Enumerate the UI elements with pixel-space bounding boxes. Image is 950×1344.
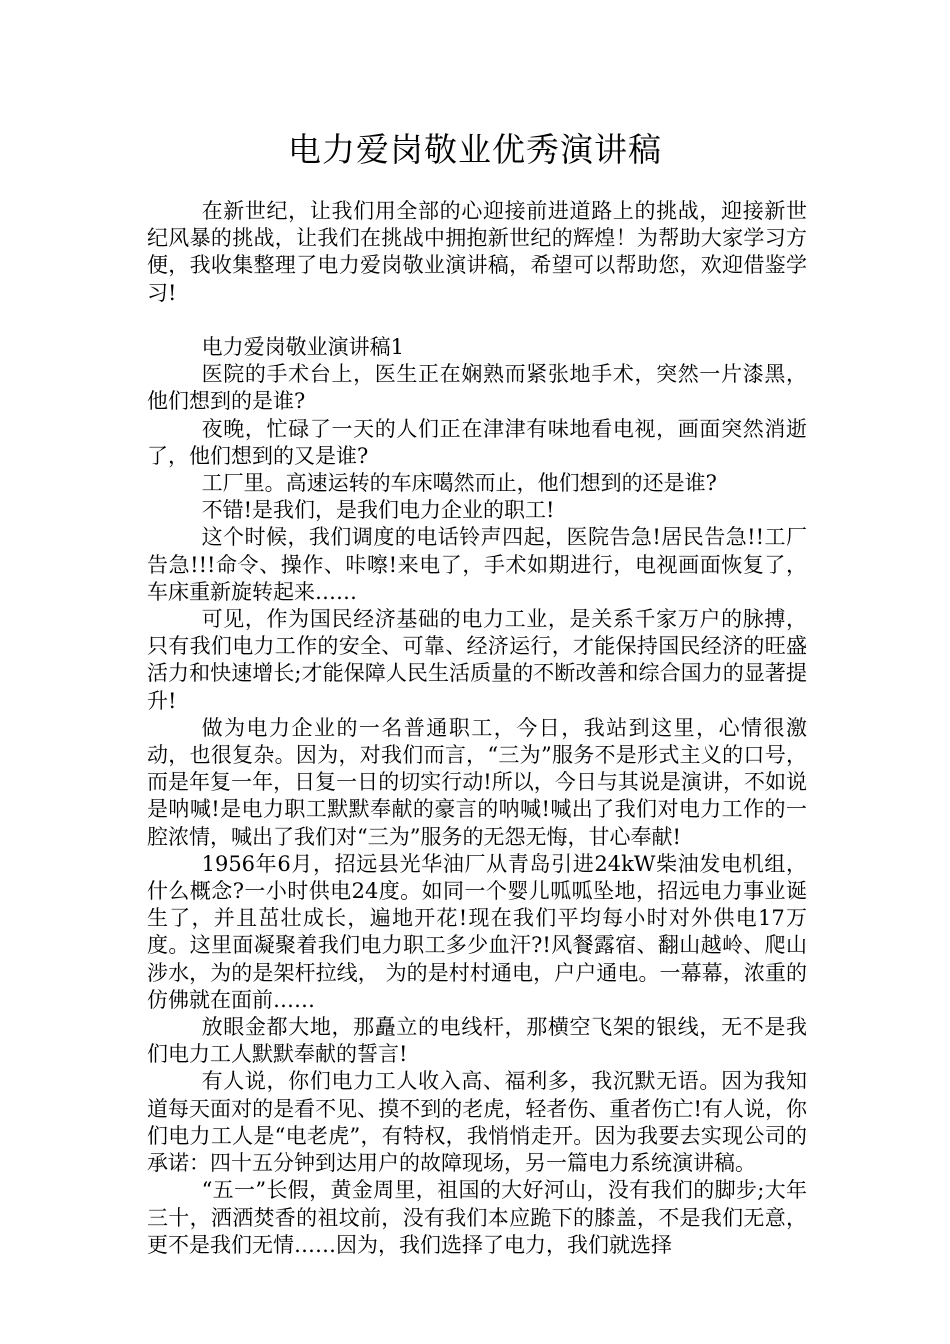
body-paragraph: 放眼金都大地，那矗立的电线杆，那横空飞架的银线，无不是我们电力工人默默奉献的誓言! bbox=[147, 1015, 807, 1067]
body-paragraph: 医院的手术台上，医生正在娴熟而紧张地手术，突然一片漆黑，他们想到的是谁? bbox=[147, 362, 807, 414]
intro-paragraph: 在新世纪，让我们用全部的心迎接前进道路上的挑战，迎接新世纪风暴的挑战，让我们在挑战中拥抱新世纪的辉煌！为帮助大家学习方便，我收集整理了电力爱岗敬业演讲稿，希望可以帮助您，欢迎借鉴学习! bbox=[147, 199, 807, 305]
section-heading: 电力爱岗敬业演讲稿1 bbox=[201, 335, 404, 359]
body-paragraph: 工厂里。高速运转的车床噶然而止，他们想到的还是谁? bbox=[201, 471, 717, 496]
document-title: 电力爱岗敬业优秀演讲稿 bbox=[288, 130, 662, 169]
body-paragraph: 这个时候，我们调度的电话铃声四起，医院告急!居民告急!!工厂告急!!!命令、操作、咔嚓!来电了，手术如期进行，电视画面恢复了，车床重新旋转起来…… bbox=[147, 525, 807, 604]
body-paragraph: 可见，作为国民经济基础的电力工业，是关系千家万户的脉搏，只有我们电力工作的安全、可靠、经济运行，才能保持国民经济的旺盛活力和快速增长;才能保障人民生活质量的不断改善和综合国力的显著提升! bbox=[147, 607, 807, 713]
body-paragraph: “五一”长假，黄金周里，祖国的大好河山，没有我们的脚步;大年三十，洒洒焚香的祖坟前，没有我们本应跪下的膝盖，不是我们无意，更不是我们无情……因为，我们选择了电力，我们就选择 bbox=[147, 1178, 807, 1257]
body-paragraph: 夜晚，忙碌了一天的人们正在津津有味地看电视，画面突然消逝了，他们想到的又是谁? bbox=[147, 416, 807, 468]
body-paragraph: 1956年6月，招远县光华油厂从青岛引进24kW柴油发电机组，什么概念?一小时供电24度。如同一个婴儿呱呱坠地，招远电力事业诞生了，并且茁壮成长，遍地开花!现在我们平均每小时对外供电17万度。这里面凝聚着我们电力职工多少血汗?!风餐露宿、翻山越岭、爬山涉水，为的是架杆拉线， 为的是村村通电，户户通电。一幕幕，浓重的仿佛就在面前…… bbox=[147, 851, 807, 1012]
body-paragraph: 有人说，你们电力工人收入高、福利多，我沉默无语。因为我知道每天面对的是看不见、摸不到的老虎，轻者伤、重者伤亡!有人说，你们电力工人是“电老虎”，有特权，我悄悄走开。因为我要去实现公司的承诺：四十五分钟到达用户的故障现场，另一篇电力系统演讲稿。 bbox=[147, 1069, 807, 1176]
body-paragraph: 做为电力企业的一名普通职工，今日，我站到这里，心情很激动，也很复杂。因为，对我们而言，“三为”服务不是形式主义的口号，而是年复一年，日复一日的切实行动!所以，今日与其说是演讲，不如说是呐喊!是电力职工默默奉献的豪言的呐喊!喊出了我们对电力工作的一腔浓情，喊出了我们对“三为”服务的无怨无悔，甘心奉献! bbox=[147, 715, 807, 849]
document-body bbox=[147, 198, 807, 1259]
body-paragraph: 不错!是我们，是我们电力企业的职工! bbox=[201, 498, 555, 523]
